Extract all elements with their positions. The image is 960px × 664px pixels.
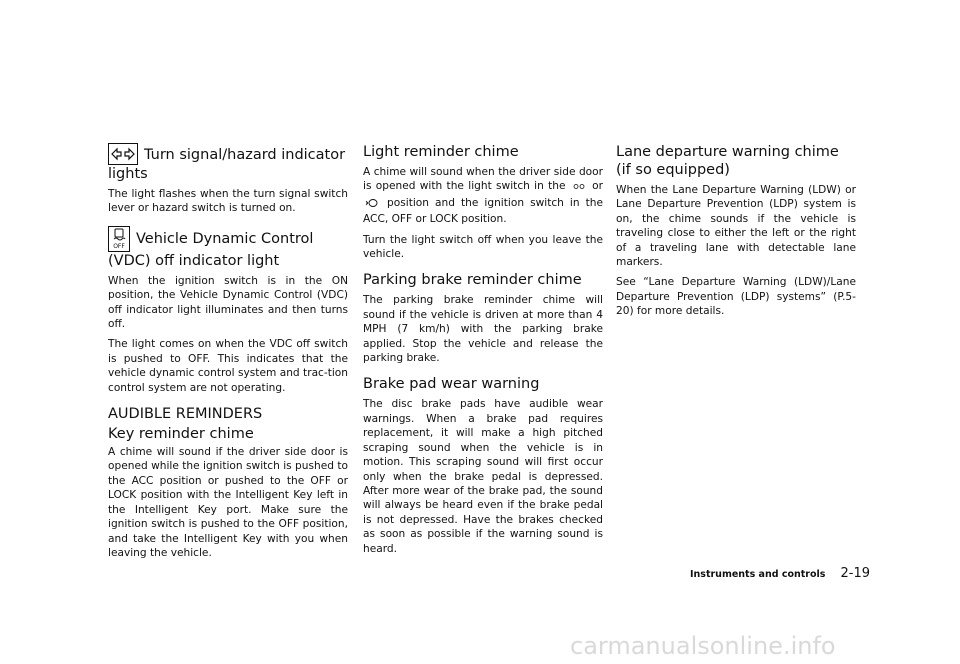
- vdc-icon-label: OFF: [113, 242, 125, 250]
- page-footer: [690, 562, 871, 581]
- light-reminder-section: [363, 143, 603, 261]
- light-reminder-paragraph-1: [363, 165, 603, 227]
- column-left: [108, 143, 348, 566]
- vdc-off-icon: [108, 226, 130, 252]
- parking-brake-section: [363, 271, 603, 365]
- turn-signal-heading-text: Turn signal/hazard indicator lights: [108, 147, 346, 182]
- audible-reminders-heading: AUDIBLE REMINDERS: [108, 406, 263, 423]
- turn-signal-section: [108, 143, 348, 216]
- vdc-section: [108, 226, 348, 395]
- footer-section-title: Instruments and controls: [690, 569, 826, 580]
- key-reminder-text: A chime will sound if the driver side door is opened while the ignition switch is pushed to the ACC position or pushed to the OFF or LOCK position with the Intelligent Key left in the Intelligent Key port. Make sure the ignition switch is pushed to the OFF position, and take the Intelligent Key with you when leaving the vehicle.: [108, 446, 348, 559]
- watermark: carmanualsonline.info: [570, 632, 836, 660]
- turn-signal-arrows-icon: [108, 143, 138, 165]
- column-right: [616, 143, 856, 325]
- lane-departure-paragraph-2: See “Lane Departure Warning (LDW)/Lane Departure Prevention (LDP) systems” (P.5-20) for more details.: [616, 276, 856, 318]
- key-reminder-heading: Key reminder chime: [108, 426, 254, 443]
- brake-pad-section: [363, 375, 603, 555]
- light-reminder-text-a: A chime will sound when the driver side door is opened with the light switch in the: [363, 166, 603, 193]
- parking-brake-heading: Parking brake reminder chime: [363, 272, 582, 289]
- headlight-icon: [365, 198, 379, 212]
- vdc-heading-text: Vehicle Dynamic Control (VDC) off indicator light: [108, 230, 314, 269]
- light-reminder-or: or: [592, 180, 603, 193]
- light-reminder-text-b: position and the ignition switch in the ACC, OFF or LOCK position.: [363, 196, 604, 226]
- side-light-icon: [572, 181, 586, 195]
- turn-signal-text: The light flashes when the turn signal switch lever or hazard switch is turned on.: [108, 188, 348, 215]
- brake-pad-text: The disc brake pads have audible wear warnings. When a brake pad requires replacement, it will make a high pitched scraping sound when the vehicle is in motion. This scraping sound will first occur only when the brake pedal is depressed. After more wear of the brake pad, the sound will always be heard even if the brake pedal is not depressed. Have the brakes checked as soon as possible if the warning sound is heard.: [363, 398, 603, 555]
- column-middle: [363, 143, 603, 566]
- brake-pad-heading: Brake pad wear warning: [363, 376, 540, 393]
- turn-signal-heading: [108, 143, 348, 183]
- page-number: 2-19: [840, 566, 871, 581]
- vdc-heading: [108, 226, 348, 270]
- light-reminder-heading: Light reminder chime: [363, 144, 519, 160]
- vdc-paragraph-1: When the ignition switch is in the ON position, the Vehicle Dynamic Control (VDC) off indicator light illuminates and then turns off.: [108, 274, 348, 331]
- vdc-paragraph-2: The light comes on when the VDC off switch is pushed to OFF. This indicates that the vehicle dynamic control system and trac-tion control system are not operating.: [108, 338, 348, 394]
- parking-brake-text: The parking brake reminder chime will sound if the vehicle is driven at more than 4 MPH (7 km/h) with the parking brake applied. Stop the vehicle and release the parking brake.: [363, 294, 603, 365]
- lane-departure-paragraph-1: When the Lane Departure Warning (LDW) or Lane Departure Prevention (LDP) system is on, the chime sounds if the vehicle is traveling close to either the left or the right of a traveling lane with detectable lane markers.: [616, 184, 856, 269]
- light-reminder-paragraph-2: Turn the light switch off when you leave the vehicle.: [363, 233, 603, 261]
- lane-departure-heading: Lane departure warning chime (if so equipped): [616, 144, 839, 178]
